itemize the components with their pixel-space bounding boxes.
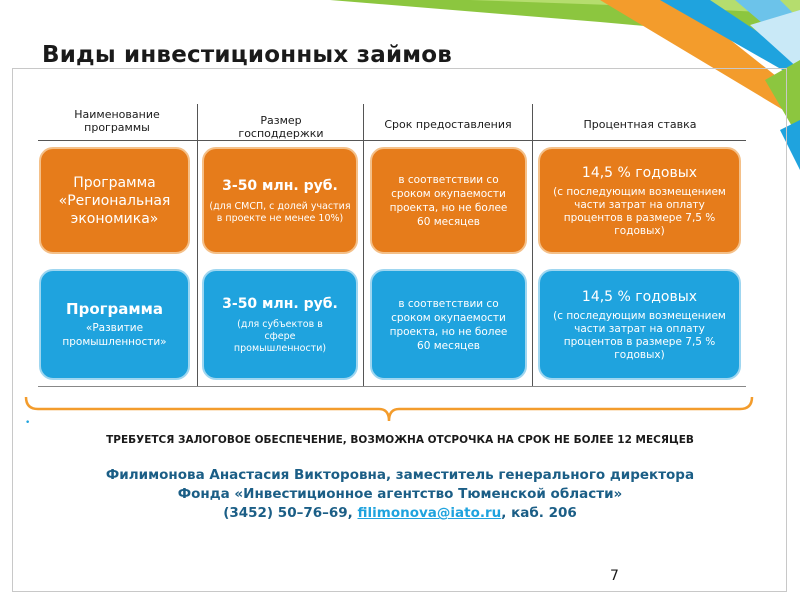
term-text: в соответствии со сроком окупаемости проекта, но не более 60 месяцев: [389, 297, 508, 352]
contact-email-link[interactable]: filimonova@iato.ru: [357, 505, 502, 521]
amount-card-regional: [202, 147, 358, 254]
contact-name: Филимонова Анастасия Викторовна, заместитель генерального директора: [105, 467, 695, 483]
header-divider: [38, 140, 746, 141]
col-divider-1: [197, 104, 198, 386]
program-title: Программа: [66, 300, 163, 318]
page-number: 7: [610, 568, 619, 584]
program-subtitle: «Развитие промышленности»: [62, 322, 167, 348]
header-term: Срок предоставления: [384, 118, 512, 131]
program-name: Программа «Региональная экономика»: [58, 174, 171, 227]
program-card-industry: [39, 269, 190, 380]
rate-value: 14,5 % годовых: [581, 288, 698, 305]
rate-note: (с последующим возмещением части затрат на оплату процентов в размере 7,5 % годовых): [553, 185, 726, 237]
bullet-dot: •: [25, 418, 31, 428]
contact-office: , каб. 206: [501, 505, 577, 521]
term-card-regional: [370, 147, 527, 254]
col-divider-2: [363, 104, 364, 386]
rate-note: (с последующим возмещением части затрат на оплату процентов в размере 7,5 % годовых): [553, 309, 726, 361]
header-amount: Размер господдержки: [238, 114, 324, 140]
collateral-note: ТРЕБУЕТСЯ ЗАЛОГОВОЕ ОБЕСПЕЧЕНИЕ, ВОЗМОЖНА ОТСРОЧКА НА СРОК НЕ БОЛЕЕ 12 МЕСЯЦЕВ: [106, 434, 694, 446]
amount-card-industry: [202, 269, 358, 380]
term-card-industry: [370, 269, 527, 380]
contact-phone: (3452) 50–76–69,: [223, 505, 353, 521]
slide-title: Виды инвестиционных займов: [42, 42, 460, 68]
header-program: Наименование программы: [74, 108, 160, 134]
amount-note: (для СМСП, с долей участия в проекте не менее 10%): [209, 200, 351, 224]
amount-value: 3-50 млн. руб.: [222, 295, 338, 312]
amount-value: 3-50 млн. руб.: [222, 177, 338, 194]
bottom-divider: [38, 386, 746, 387]
amount-note: (для субъектов в сфере промышленности): [233, 318, 327, 354]
term-text: в соответствии со сроком окупаемости проекта, но не более 60 месяцев: [389, 173, 508, 228]
contact-organization: Фонда «Инвестиционное агентство Тюменской области»: [177, 486, 623, 502]
header-rate: Процентная ставка: [583, 118, 697, 131]
rate-card-regional: [538, 147, 741, 254]
rate-card-industry: [538, 269, 741, 380]
curly-brace: [24, 395, 754, 425]
col-divider-3: [532, 104, 533, 386]
program-card-regional: [39, 147, 190, 254]
contact-details: [40, 505, 760, 521]
rate-value: 14,5 % годовых: [581, 164, 698, 181]
